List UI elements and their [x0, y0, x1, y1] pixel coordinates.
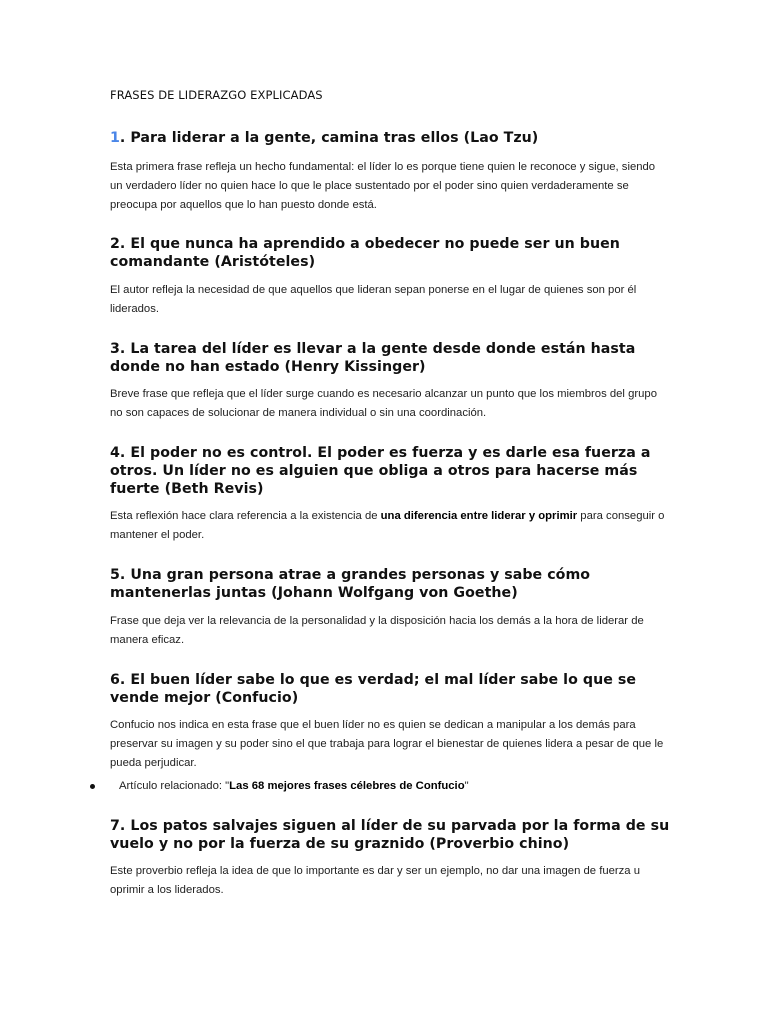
related-article-link[interactable]: Las 68 mejores frases célebres de Confucio [229, 780, 465, 792]
related-article-text [119, 777, 469, 795]
document-title: FRASES DE LIDERAZGO EXPLICADAS [110, 88, 323, 102]
quote-heading-2: 2. El que nunca ha aprendido a obedecer no puede ser un buen comandante (Aristóteles) [110, 236, 620, 270]
quote-explanation-5: Frase que deja ver la relevancia de la personalidad y la disposición hacia los demás a la hora de liderar de manera eficaz. [110, 615, 644, 646]
quote-explanation-2: El autor refleja la necesidad de que aquellos que lideran sepan ponerse en el lugar de quienes son por él liderados. [110, 284, 637, 315]
quote-explanation-4-start: Esta reflexión hace clara referencia a la existencia de [110, 510, 381, 522]
quote-explanation-1: Esta primera frase refleja un hecho fundamental: el líder lo es porque tiene quien le reconoce y sigue, siendo un verdadero líder no quien hace lo que le place sustentado por el poder sino quien verdaderamente se preocupa por aquellos que lo han puesto donde está. [110, 161, 656, 211]
quote-explanation-4-end: para conseguir o mantener el poder. [110, 510, 665, 541]
quote-explanation-4-emphasis: una diferencia entre liderar y oprimir [380, 510, 578, 522]
quote-explanation-3: Breve frase que refleja que el líder surge cuando es necesario alcanzar un punto que los miembros del grupo no son capaces de solucionar de manera individual o sin una coordinación. [110, 388, 657, 419]
quote-heading-7: 7. Los patos salvajes siguen al líder de su parvada por la forma de su vuelo y no por la fuerza de su graznido (Proverbio chino) [110, 818, 670, 852]
quote-heading-1 [110, 129, 670, 147]
related-article-suffix: " [464, 780, 469, 792]
quote-heading-4: 4. El poder no es control. El poder es fuerza y es darle esa fuerza a otros. Un líder no es alguien que obliga a otros para hacerse más fuerte (Beth Revis) [110, 445, 651, 497]
quote-explanation-7: Este proverbio refleja la idea de que lo importante es dar y ser un ejemplo, no dar una imagen de fuerza u oprimir a los liderados. [110, 865, 641, 896]
quote-number-1: 1 [110, 130, 120, 146]
quote-explanation-6: Confucio nos indica en esta frase que el buen líder no es quien se dedican a manipular a los demás para preservar su imagen y su poder sino el que trabaja para lograr el bienestar de quienes lidera a pesar de que le pueda perjudicar. [110, 719, 664, 769]
quote-heading-6: 6. El buen líder sabe lo que es verdad; el mal líder sabe lo que se vende mejor (Confucio) [110, 672, 637, 706]
bullet-icon [90, 784, 95, 789]
quote-heading-3: 3. La tarea del líder es llevar a la gente desde donde están hasta donde no han estado (Henry Kissinger) [110, 341, 636, 375]
related-article-prefix: Artículo relacionado: " [119, 780, 230, 792]
quote-explanation-4 [110, 507, 670, 545]
quote-heading-5: 5. Una gran persona atrae a grandes personas y sabe cómo mantenerlas juntas (Johann Wolfgang von Goethe) [110, 567, 591, 601]
quote-heading-1-text: . Para liderar a la gente, camina tras ellos (Lao Tzu) [119, 130, 539, 146]
